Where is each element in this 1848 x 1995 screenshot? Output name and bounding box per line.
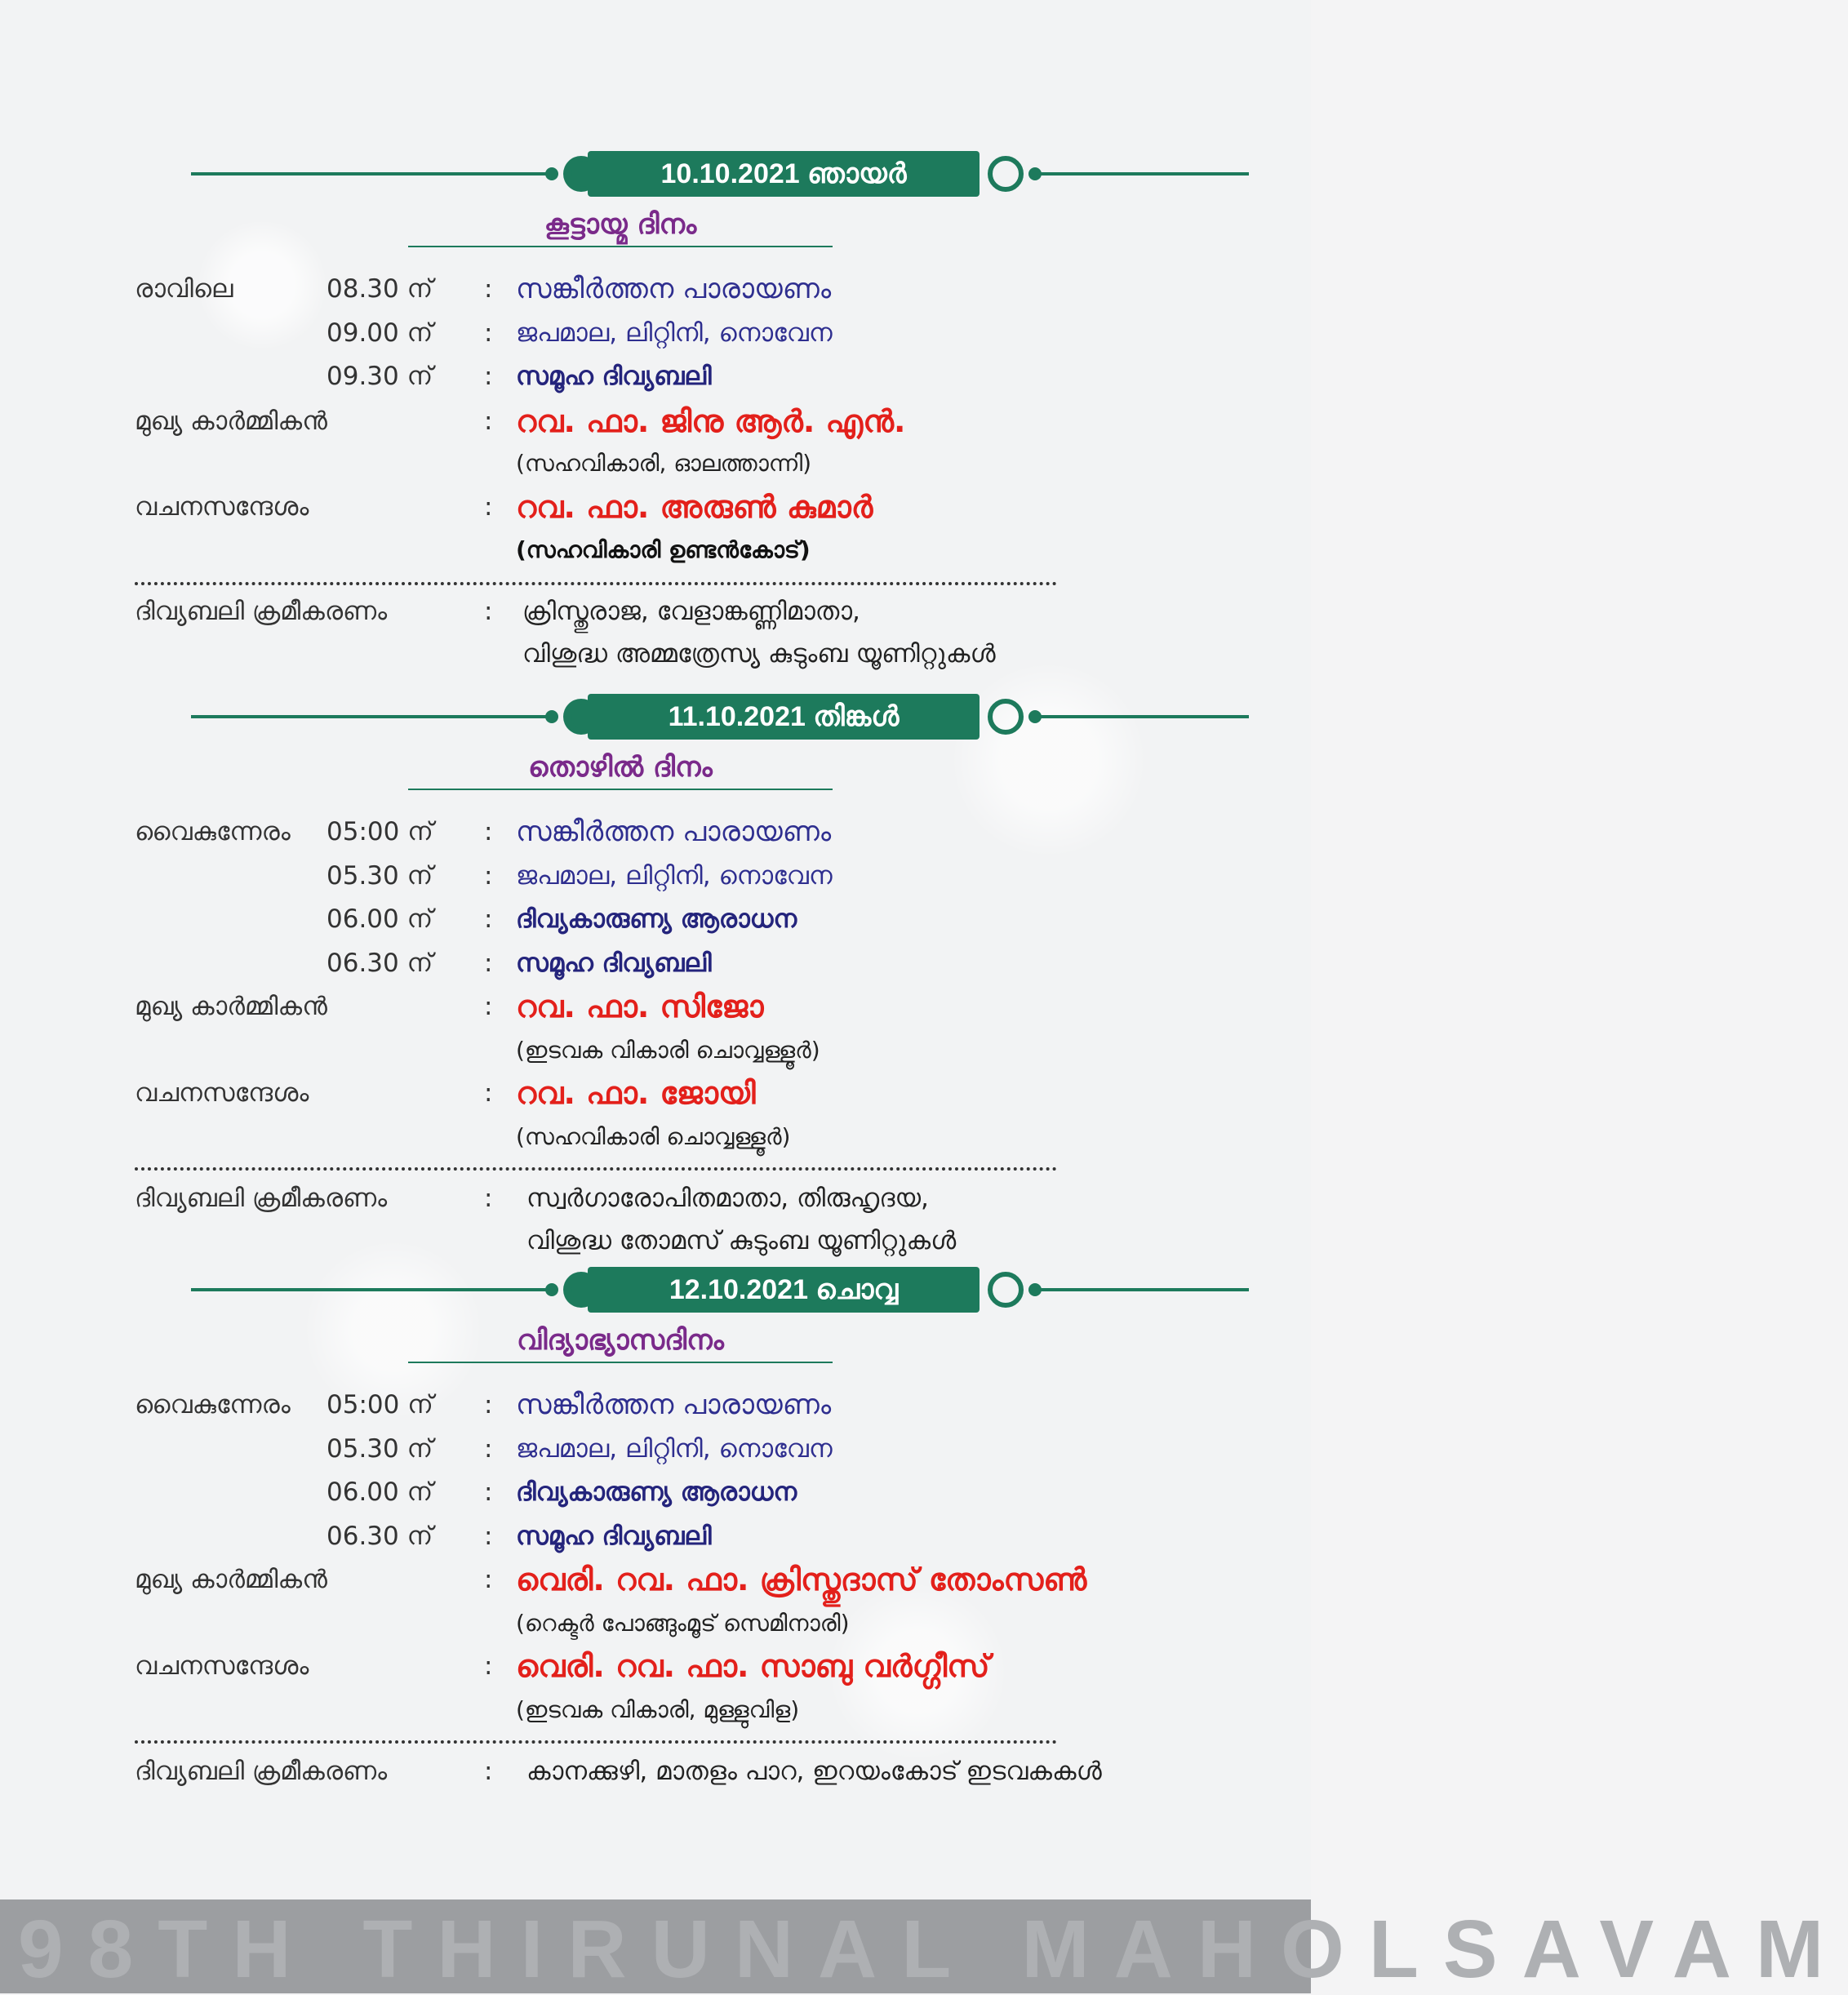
celebrant-note-row	[0, 1029, 1311, 1072]
schedule-row	[0, 855, 1311, 897]
arrangement-line-1: കാനക്കുഴി, മാതളം പാറ, ഇറയംകോട് ഇടവകകൾ	[526, 1757, 1102, 1786]
day-section-1	[0, 151, 1311, 722]
homily-speaker: വെരി. റവ. ഫാ. സാബു വർഗ്ഗീസ്	[516, 1648, 990, 1684]
celebrant-name: റവ. ഫാ. ജിനു ആർ. എൻ.	[516, 403, 906, 439]
time: 09.00 ന്	[327, 318, 433, 348]
day-theme-title: വിദ്യാഭ്യാസദിനം	[408, 1319, 833, 1363]
activity: ജപമാല, ലിറ്റിനി, നൊവേന	[516, 1434, 833, 1464]
arrangement-row-2	[0, 1220, 1311, 1262]
celebrant-note: (സഹവികാരി, ഓലത്താന്നി)	[516, 450, 812, 477]
homily-row	[0, 486, 1311, 528]
colon: :	[484, 817, 493, 846]
banner-line-right	[1037, 172, 1249, 176]
banner-line-right	[1037, 1288, 1249, 1291]
time: 06.30 ന്	[327, 1522, 433, 1551]
schedule-row	[0, 811, 1311, 853]
footer-band	[0, 1899, 1848, 1995]
day-theme-title: കൂട്ടായ്മ ദിനം	[408, 203, 833, 247]
time-of-day-label: വൈകുന്നേരം	[135, 817, 291, 846]
time: 09.30 ന്	[327, 362, 433, 391]
celebrant-note: (ഇടവക വികാരി ചൊവ്വള്ളൂർ)	[516, 1037, 820, 1064]
date-banner	[180, 1267, 1077, 1316]
colon: :	[484, 1078, 493, 1108]
celebrant-label: മുഖ്യ കാർമ്മികൻ	[135, 1565, 327, 1594]
colon: :	[484, 992, 493, 1021]
activity: ജപമാല, ലിറ്റിനി, നൊവേന	[516, 861, 833, 891]
footer-title: 98TH THIRUNAL MAHOLSAVAM	[18, 1904, 1848, 1995]
banner-dot-left	[545, 710, 558, 723]
arrangement-line-1: സ്വർഗാരോപിതമാതാ, തിരുഹൃദയ,	[526, 1184, 929, 1213]
celebrant-label: മുഖ്യ കാർമ്മികൻ	[135, 407, 327, 436]
time: 05:00 ന്	[327, 817, 433, 846]
celebrant-name: വെരി. റവ. ഫാ. ക്രിസ്തുദാസ് തോംസൺ	[516, 1562, 1087, 1597]
banner-ring-right	[988, 1272, 1024, 1308]
schedule-row	[0, 942, 1311, 984]
time: 05.30 ന്	[327, 1434, 433, 1464]
time: 06.00 ന്	[327, 904, 433, 934]
colon: :	[484, 362, 493, 391]
time-of-day-label: വൈകുന്നേരം	[135, 1390, 291, 1420]
date-banner	[180, 151, 1077, 200]
colon: :	[484, 1434, 493, 1464]
date-label: 12.10.2021 ചൊവ്വ	[588, 1267, 980, 1313]
schedule-row	[0, 1428, 1311, 1470]
time-of-day-label: രാവിലെ	[135, 274, 233, 304]
time: 08.30 ന്	[327, 274, 433, 304]
homily-speaker: റവ. ഫാ. ജോയി	[516, 1075, 756, 1111]
activity: ദിവ്യകാരുണ്യ ആരാധന	[516, 904, 797, 934]
banner-ring-right	[988, 156, 1024, 192]
banner-dot-left	[545, 167, 558, 180]
colon: :	[484, 1390, 493, 1420]
arrangement-row-2	[0, 633, 1311, 675]
homily-label: വചനസന്ദേശം	[135, 492, 309, 522]
arrangement-line-2: വിശുദ്ധ തോമസ് കുടുംബ യൂണിറ്റുകൾ	[526, 1226, 957, 1255]
celebrant-label: മുഖ്യ കാർമ്മികൻ	[135, 992, 327, 1021]
date-label: 11.10.2021 തിങ്കൾ	[588, 694, 980, 740]
arrangement-label: ദിവ്യബലി ക്രമീകരണം	[135, 597, 388, 626]
activity: സമൂഹ ദിവ്യബലി	[516, 949, 712, 978]
colon: :	[484, 1522, 493, 1551]
schedule-row	[0, 898, 1311, 940]
date-label: 10.10.2021 ഞായർ	[588, 151, 980, 197]
homily-row	[0, 1645, 1311, 1687]
celebrant-name: റവ. ഫാ. സിജോ	[516, 989, 764, 1024]
time: 06.00 ന്	[327, 1477, 433, 1507]
time: 05:00 ന്	[327, 1390, 433, 1420]
celebrant-row	[0, 985, 1311, 1028]
colon: :	[484, 597, 493, 626]
homily-label: വചനസന്ദേശം	[135, 1651, 309, 1681]
banner-line-left	[191, 1288, 550, 1291]
activity: ജപമാല, ലിറ്റിനി, നൊവേന	[516, 318, 833, 348]
arrangement-row	[0, 1750, 1311, 1793]
celebrant-note-row	[0, 1602, 1311, 1645]
banner-line-left	[191, 715, 550, 718]
banner-line-right	[1037, 715, 1249, 718]
activity: സങ്കീർത്തന പാരായണം	[516, 273, 832, 305]
colon: :	[484, 1184, 493, 1213]
arrangement-row	[0, 590, 1311, 633]
colon: :	[484, 1477, 493, 1507]
homily-label: വചനസന്ദേശം	[135, 1078, 309, 1108]
homily-note-row	[0, 1689, 1311, 1731]
time: 05.30 ന്	[327, 861, 433, 891]
celebrant-note-row	[0, 442, 1311, 485]
activity: സമൂഹ ദിവ്യബലി	[516, 1522, 712, 1551]
colon: :	[484, 274, 493, 304]
activity: സങ്കീർത്തന പാരായണം	[516, 1389, 832, 1421]
colon: :	[484, 1757, 493, 1786]
celebrant-row	[0, 400, 1311, 442]
activity: സങ്കീർത്തന പാരായണം	[516, 815, 832, 848]
colon: :	[484, 1651, 493, 1681]
day-theme-title: തൊഴിൽ ദിനം	[408, 746, 833, 790]
homily-note-row	[0, 529, 1311, 571]
homily-note: (സഹവികാരി ചൊവ്വള്ളൂർ)	[516, 1123, 791, 1150]
colon: :	[484, 318, 493, 348]
activity: ദിവ്യകാരുണ്യ ആരാധന	[516, 1477, 797, 1507]
colon: :	[484, 1565, 493, 1594]
homily-note: (ഇടവക വികാരി, മുള്ളുവിള)	[516, 1696, 800, 1723]
arrangement-label: ദിവ്യബലി ക്രമീകരണം	[135, 1184, 388, 1213]
arrangement-line-2: വിശുദ്ധ അമ്മത്രേസ്യ കുടുംബ യൂണിറ്റുകൾ	[522, 639, 996, 669]
activity: സമൂഹ ദിവ്യബലി	[516, 362, 712, 391]
time: 06.30 ന്	[327, 949, 433, 978]
banner-ring-right	[988, 699, 1024, 735]
homily-speaker: റവ. ഫാ. അരുൺ കുമാർ	[516, 489, 873, 525]
celebrant-note: (റെക്ടർ പോങ്ങുംമൂട് സെമിനാരി)	[516, 1610, 850, 1637]
homily-note-row	[0, 1116, 1311, 1158]
celebrant-row	[0, 1558, 1311, 1601]
arrangement-row	[0, 1177, 1311, 1220]
schedule-row	[0, 355, 1311, 398]
banner-dot-left	[545, 1283, 558, 1296]
schedule-row	[0, 1471, 1311, 1513]
banner-line-left	[191, 172, 550, 176]
schedule-row	[0, 312, 1311, 354]
colon: :	[484, 492, 493, 522]
homily-note: (സഹവികാരി ഉണ്ടൻകോട്)	[516, 536, 811, 563]
schedule-row	[0, 1384, 1311, 1426]
arrangement-line-1: ക്രിസ്തുരാജ, വേളാങ്കണ്ണിമാതാ,	[522, 597, 860, 626]
arrangement-label: ദിവ്യബലി ക്രമീകരണം	[135, 1757, 388, 1786]
day-section-2	[0, 694, 1311, 1265]
date-banner	[180, 694, 1077, 743]
schedule-row	[0, 268, 1311, 310]
colon: :	[484, 407, 493, 436]
colon: :	[484, 904, 493, 934]
homily-row	[0, 1072, 1311, 1114]
schedule-row	[0, 1515, 1311, 1557]
colon: :	[484, 861, 493, 891]
day-section-3	[0, 1267, 1311, 1838]
colon: :	[484, 949, 493, 978]
